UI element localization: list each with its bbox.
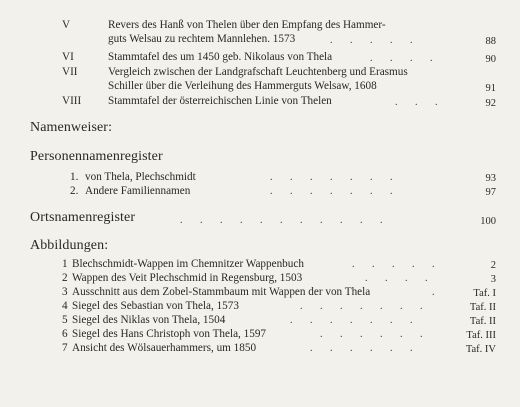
appendix-text: Schiller über die Verleihung des Hammerguts Welsaw, 1608 xyxy=(108,80,377,92)
leader-dots: . xyxy=(432,287,435,298)
leader-dots: . . . . . xyxy=(352,259,435,270)
page-number: 93 xyxy=(485,173,496,184)
leader-dots: . . . . . . xyxy=(310,343,413,354)
leader-dots: . . . . . . . xyxy=(300,301,423,312)
leader-dots: . . . . . . . xyxy=(270,172,393,183)
page-number: Taf. IV xyxy=(465,344,496,355)
page-number: 2 xyxy=(490,260,496,271)
appendix-num: V xyxy=(62,19,71,31)
page-number: Taf. II xyxy=(469,302,496,313)
figure-num: 5 xyxy=(62,314,68,326)
figure-label: Siegel des Hans Christoph von Thela, 1597 xyxy=(72,328,267,340)
figure-num: 7 xyxy=(62,342,68,354)
leader-dots: . . . . . . . xyxy=(270,186,393,197)
page-number: 92 xyxy=(485,98,496,109)
appendix-text: Vergleich zwischen der Landgrafschaft Leuchtenberg und Erasmus xyxy=(108,66,408,78)
figure-label: Siegel des Sebastian von Thela, 1573 xyxy=(72,300,239,312)
section-heading-orts: Ortsnamenregister xyxy=(30,210,136,225)
figure-num: 3 xyxy=(62,286,68,298)
list-item-label: Andere Familiennamen xyxy=(85,185,191,197)
page-number: 3 xyxy=(490,274,496,285)
appendix-text: Stammtafel der österreichischen Linie von Thelen xyxy=(108,95,332,107)
list-item-label: von Thela, Plechschmidt xyxy=(85,171,196,183)
figure-num: 6 xyxy=(62,328,68,340)
leader-dots: . . . . xyxy=(370,53,433,64)
figure-label: Blechschmidt-Wappen im Chemnitzer Wappenbuch xyxy=(72,258,304,270)
page-number: Taf. I xyxy=(473,288,496,299)
figure-num: 2 xyxy=(62,272,68,284)
page-number: 97 xyxy=(485,187,496,198)
appendix-text: guts Welsau zu rechtem Mannlehen. 1573 xyxy=(108,33,296,45)
appendix-text: Revers des Hanß von Thelen über den Empfang des Hammer- xyxy=(108,19,386,31)
leader-dots: . . . . . xyxy=(330,35,413,46)
leader-dots: . . . . xyxy=(365,273,428,284)
figure-label: Siegel des Niklas von Thela, 1504 xyxy=(72,314,226,326)
appendix-num: VII xyxy=(62,66,78,78)
figure-num: 4 xyxy=(62,300,68,312)
leader-dots: . . . xyxy=(395,97,438,108)
appendix-text: Stammtafel des um 1450 geb. Nikolaus von Thela xyxy=(108,51,333,63)
leader-dots: . . . . . . . . . . . xyxy=(180,215,383,226)
leader-dots: . . . . . . . xyxy=(290,315,413,326)
figure-label: Wappen des Veit Plechschmid in Regensburg, 1503 xyxy=(72,272,303,284)
appendix-num: VI xyxy=(62,51,74,63)
figure-label: Ausschnitt aus dem Zobel-Stammbaum mit Wappen der von Thela xyxy=(72,286,371,298)
list-item-num: 2. xyxy=(70,185,79,197)
list-item-num: 1. xyxy=(70,171,79,183)
section-heading-personen: Personennamenregister xyxy=(30,149,163,164)
page-number: Taf. II xyxy=(469,316,496,327)
page-number: Taf. III xyxy=(466,330,496,341)
figure-label: Ansicht des Wölsauerhammers, um 1850 xyxy=(72,342,257,354)
figure-num: 1 xyxy=(62,258,68,270)
page-number: 100 xyxy=(480,216,496,227)
page-number: 91 xyxy=(485,83,496,94)
page-number: 88 xyxy=(485,36,496,47)
section-heading-namenweiser: Namenweiser: xyxy=(30,120,113,135)
section-heading-abbildungen: Abbildungen: xyxy=(30,238,109,253)
page-number: 90 xyxy=(485,54,496,65)
appendix-num: VIII xyxy=(62,95,82,107)
leader-dots: . . . . . . xyxy=(320,329,423,340)
